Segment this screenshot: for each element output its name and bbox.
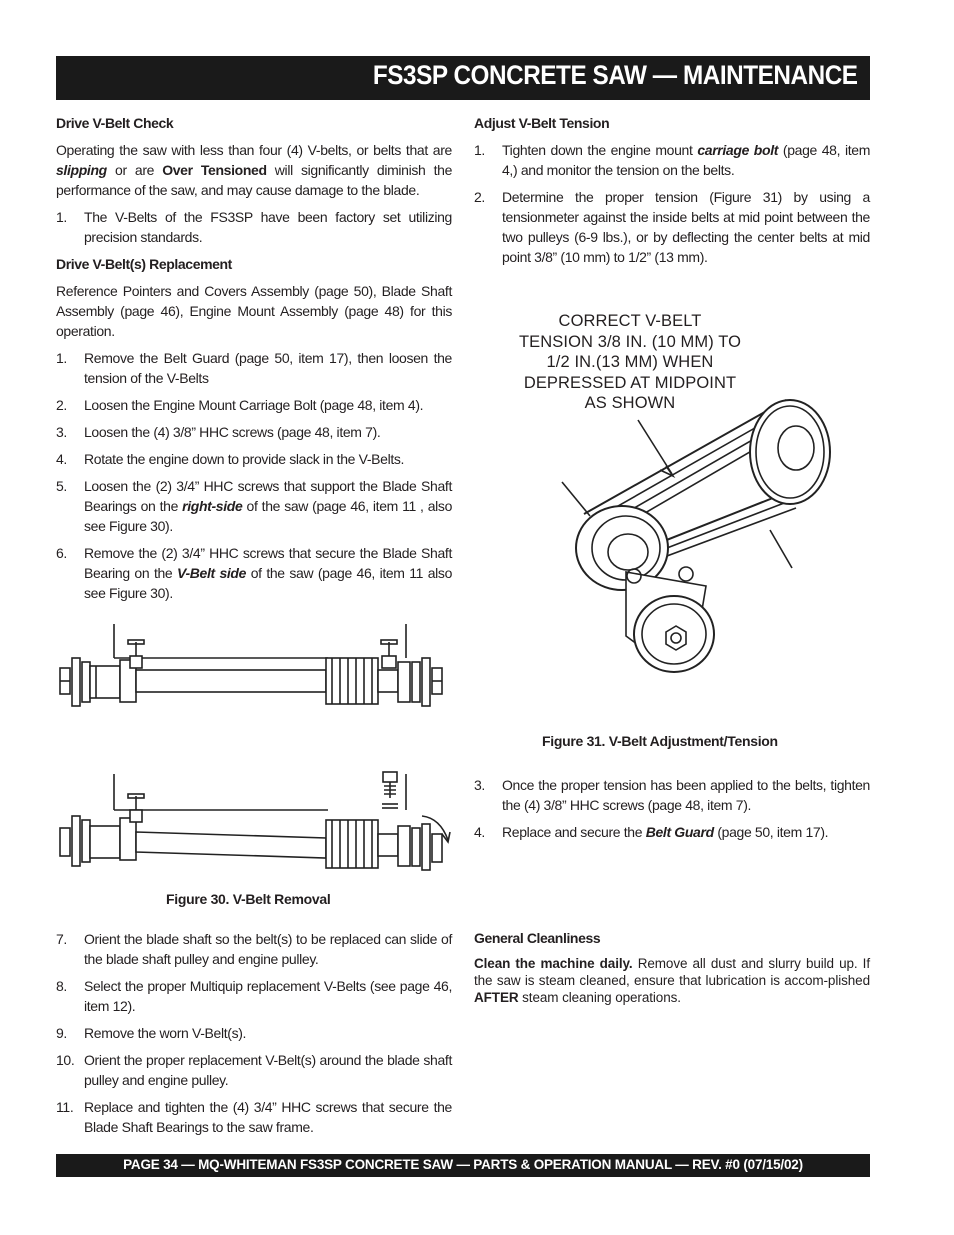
text: Replace and secure the: [502, 824, 646, 840]
figure-31-pulley-belt-drawing: [556, 396, 836, 686]
item-number: 4.: [474, 824, 485, 840]
item-text: Remove the Belt Guard (page 50, item 17), then loosen the tension of the V-Belts: [84, 350, 452, 386]
list-item: [56, 348, 452, 388]
item-number: 9.: [56, 1025, 67, 1041]
text: Remove the (2) 3/4” HHC screws that secure the Blade Shaft Bearing on the: [84, 545, 452, 581]
item-number: 6.: [56, 545, 67, 561]
item-number: 1.: [474, 142, 485, 158]
right-side-emphasis: right-side: [182, 498, 243, 514]
item-number: 7.: [56, 931, 67, 947]
item-text: [84, 545, 452, 601]
list-item: [56, 207, 452, 247]
item-text: Loosen the (4) 3/8” HHC screws (page 48, item 7).: [84, 424, 381, 440]
item-text: [84, 478, 452, 534]
item-number: 3.: [56, 424, 67, 440]
carriage-bolt-emphasis: carriage bolt: [697, 142, 779, 158]
right-column: [474, 113, 870, 274]
replacement-reference-paragraph: Reference Pointers and Covers Assembly (page 50), Blade Shaft Assembly (page 46), Engine Mount Assembly (page 48) for this operation.: [56, 283, 452, 339]
item-number: 2.: [56, 397, 67, 413]
over-tensioned-emphasis: Over Tensioned: [162, 162, 267, 178]
item-number: 10.: [56, 1052, 75, 1068]
replacement-steps: [56, 348, 452, 603]
general-cleanliness-section: [474, 928, 870, 1013]
list-item: [56, 543, 452, 603]
vbelt-check-paragraph: [56, 140, 452, 200]
item-text: [502, 142, 870, 178]
item-text: Select the proper Multiquip replacement V-Belts (see page 46, item 12).: [84, 978, 452, 1014]
text: (page 48, item 4,) and monitor the tension on the belts.: [502, 142, 871, 178]
item-number: 11.: [56, 1099, 74, 1115]
list-item: [56, 1097, 452, 1137]
page-title: FS3SP CONCRETE SAW — MAINTENANCE: [373, 60, 858, 90]
text: will significantly diminish the performance of the saw, and may cause damage to the blade.: [56, 162, 453, 198]
drive-vbelt-replacement-heading: Drive V-Belt(s) Replacement: [56, 256, 232, 272]
item-text: Once the proper tension has been applied to the belts, tighten the (4) 3/8” HHC screws (page 48, item 7).: [502, 777, 870, 813]
list-item: [56, 976, 452, 1016]
list-item: [474, 775, 870, 815]
note-line: CORRECT V-BELT: [558, 312, 702, 330]
item-text: Orient the proper replacement V-Belt(s) around the blade shaft pulley and engine pulley.: [84, 1052, 452, 1088]
right-column-continued: [474, 775, 870, 849]
item-text: Rotate the engine down to provide slack in the V-Belts.: [84, 451, 405, 467]
list-item: [56, 449, 452, 469]
item-text: Determine the proper tension (Figure 31) by using a tensionmeter against the inside belts at mid point between the two pulleys (6-9 lbs.), or by deflecting the center belts at mid point 3/8” (10 mm) to 1/2” (13 mm).: [502, 189, 870, 265]
note-line: DEPRESSED AT MIDPOINT: [523, 373, 737, 392]
list-item: [474, 140, 870, 180]
title-banner: [56, 56, 870, 100]
vbelt-side-emphasis: V-Belt side: [177, 565, 247, 581]
drive-vbelt-check-heading: Drive V-Belt Check: [56, 115, 174, 131]
text: or are: [106, 162, 163, 178]
list-item: [56, 476, 452, 536]
list-item: [474, 822, 870, 842]
text: Tighten down the engine mount: [502, 142, 698, 158]
general-cleanliness-heading: General Cleanliness: [474, 930, 601, 946]
item-text: Replace and tighten the (4) 3/4” HHC screws that secure the Blade Shaft Bearings to the saw frame.: [84, 1099, 452, 1135]
replacement-steps-continued: [56, 929, 452, 1137]
note-line: AS SHOWN: [584, 394, 676, 412]
adjust-vbelt-tension-heading: Adjust V-Belt Tension: [474, 115, 610, 131]
list-item: [56, 395, 452, 415]
item-number: 3.: [474, 777, 485, 793]
item-number: 5.: [56, 478, 67, 494]
text: of the saw (page 46, item 11 also see Figure 30).: [84, 565, 453, 601]
item-number: 1.: [56, 350, 67, 366]
figure-30-shaft-assembly-top: [56, 622, 448, 714]
list-item: [474, 187, 870, 267]
item-text: Orient the blade shaft so the belt(s) to be replaced can slide of the blade shaft pulley and engine pulley.: [84, 931, 452, 967]
item-number: 1.: [56, 209, 67, 225]
list-item: [56, 1023, 452, 1043]
text: of the saw (page 46, item 11 , also see Figure 30).: [84, 498, 453, 534]
figure-30-shaft-assembly-removal: [56, 768, 452, 878]
note-line: 1/2 IN.(13 MM) WHEN: [546, 353, 714, 371]
belt-guard-emphasis: Belt Guard: [645, 824, 714, 840]
check-list: [56, 207, 452, 247]
figure-30-caption: Figure 30. V-Belt Removal: [166, 891, 331, 907]
item-number: 8.: [56, 978, 67, 994]
left-column-continued: [56, 929, 452, 1144]
list-item: [56, 1050, 452, 1090]
item-number: 2.: [474, 189, 485, 205]
text: (page 50, item 17).: [713, 824, 829, 840]
item-text: Remove the worn V-Belt(s).: [84, 1025, 247, 1041]
adjust-steps-continued: [474, 775, 870, 842]
figure-31-caption: Figure 31. V-Belt Adjustment/Tension: [542, 733, 778, 749]
item-number: 4.: [56, 451, 67, 467]
text: Remove all dust and slurry build up. If the saw is steam cleaned, ensure that lubrication is accom-plished: [474, 956, 870, 988]
list-item: [56, 422, 452, 442]
item-text: The V-Belts of the FS3SP have been factory set utilizing precision standards.: [84, 209, 452, 245]
list-item: [56, 929, 452, 969]
item-text: [502, 824, 828, 840]
cleanliness-paragraph: [474, 955, 870, 1006]
text: steam cleaning operations.: [518, 990, 681, 1005]
slipping-emphasis: slipping: [56, 162, 107, 178]
adjust-steps: [474, 140, 870, 267]
footer-text: PAGE 34 — MQ-WHITEMAN FS3SP CONCRETE SAW — PARTS & OPERATION MANUAL — REV. #0 (07/15/02): [123, 1157, 803, 1172]
item-text: Loosen the Engine Mount Carriage Bolt (page 48, item 4).: [84, 397, 424, 413]
left-column: [56, 113, 452, 610]
text: Loosen the (2) 3/4” HHC screws that support the Blade Shaft Bearings on the: [84, 478, 452, 514]
after-emphasis: AFTER: [474, 990, 519, 1005]
note-line: TENSION 3/8 IN. (10 MM) TO: [518, 332, 742, 351]
text: Operating the saw with less than four (4) V-belts, or belts that are: [56, 142, 452, 158]
page-footer: [56, 1154, 870, 1177]
clean-daily-emphasis: Clean the machine daily.: [474, 956, 633, 971]
